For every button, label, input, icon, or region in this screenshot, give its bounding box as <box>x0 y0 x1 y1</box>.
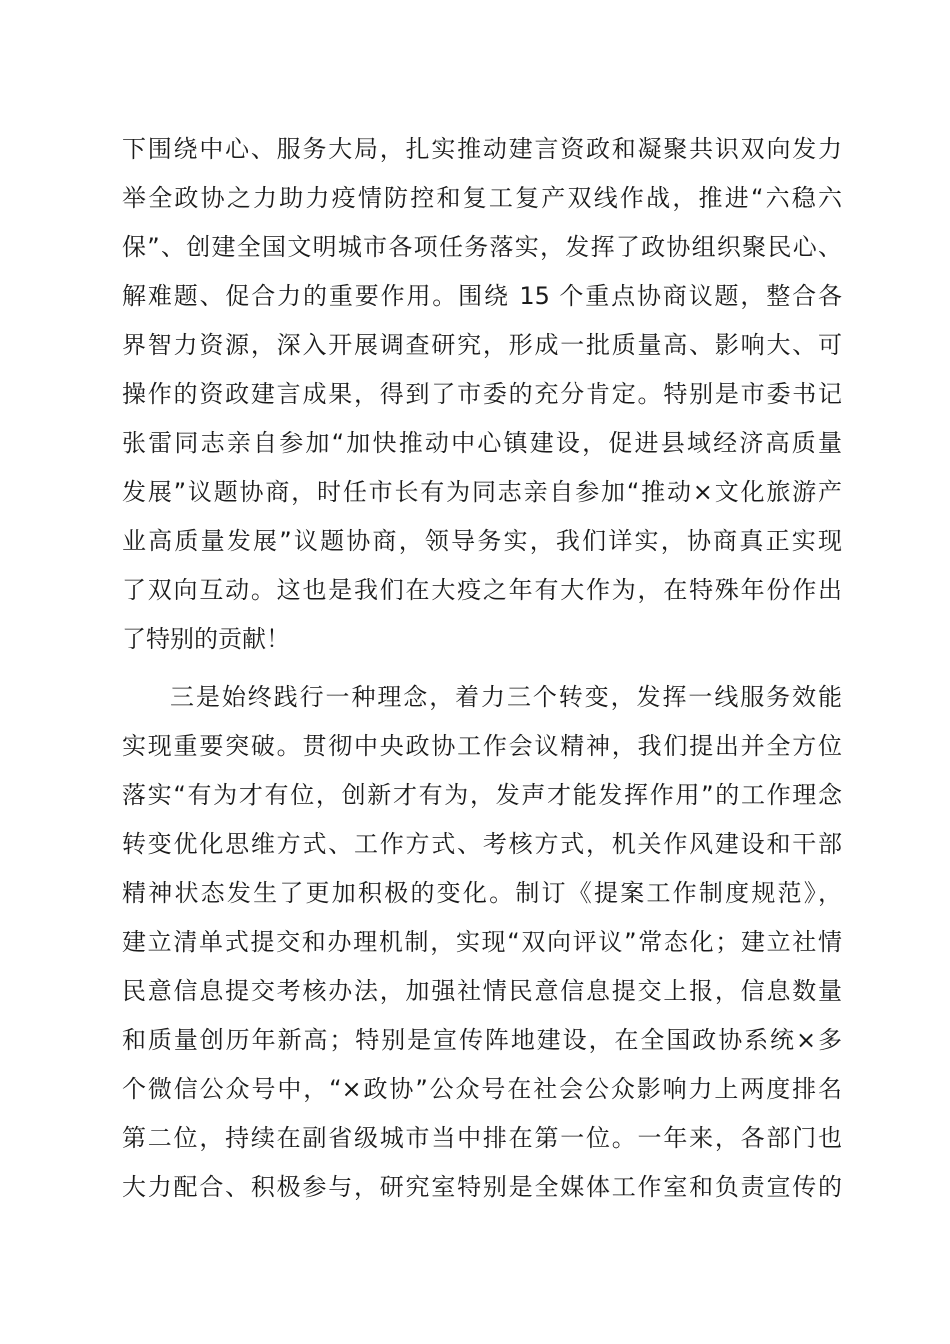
text-line: 界智力资源，深入开展调查研究，形成一批质量高、影响大、可 <box>122 331 842 359</box>
text-line: 张雷同志亲自参加“加快推动中心镇建设，促进县域经济高质量 <box>122 429 842 457</box>
text-line: 发展”议题协商，时任市长有为同志亲自参加“推动×文化旅游产 <box>122 478 842 506</box>
text-line: 转变优化思维方式、工作方式、考核方式，机关作风建设和干部 <box>122 830 842 858</box>
text-line: 三是始终践行一种理念，着力三个转变，发挥一线服务效能 <box>170 683 842 711</box>
text-line: 落实“有为才有位，创新才有为，发声才能发挥作用”的工作理念 <box>122 781 842 809</box>
text-line: 建立清单式提交和办理机制，实现“双向评议”常态化；建立社情 <box>122 928 842 956</box>
text-line: 精神状态发生了更加积极的变化。制订《提案工作制度规范》， <box>122 879 842 907</box>
text-line: 解难题、促合力的重要作用。围绕 15 个重点协商议题，整合各 <box>122 282 842 310</box>
text-line: 保”、创建全国文明城市各项任务落实，发挥了政协组织聚民心、 <box>122 233 842 261</box>
text-line: 了双向互动。这也是我们在大疫之年有大作为，在特殊年份作出 <box>122 576 842 604</box>
text-line: 第二位，持续在副省级城市当中排在第一位。一年来，各部门也 <box>122 1124 842 1152</box>
text-line: 实现重要突破。贯彻中央政协工作会议精神，我们提出并全方位 <box>122 732 842 760</box>
text-line: 业高质量发展”议题协商，领导务实，我们详实，协商真正实现 <box>122 527 842 555</box>
text-line: 举全政协之力助力疫情防控和复工复产双线作战，推进“六稳六 <box>122 184 842 212</box>
text-line: 民意信息提交考核办法，加强社情民意信息提交上报，信息数量 <box>122 977 842 1005</box>
text-line: 了特别的贡献！ <box>122 625 290 653</box>
text-line: 个微信公众号中，“×政协”公众号在社会公众影响力上两度排名 <box>122 1075 842 1103</box>
text-line: 和质量创历年新高；特别是宣传阵地建设，在全国政协系统×多 <box>122 1026 842 1054</box>
text-line: 操作的资政建言成果，得到了市委的充分肯定。特别是市委书记 <box>122 380 842 408</box>
text-line: 下围绕中心、服务大局，扎实推动建言资政和凝聚共识双向发力 <box>122 135 842 163</box>
text-line: 大力配合、积极参与，研究室特别是全媒体工作室和负责宣传的 <box>122 1173 842 1201</box>
